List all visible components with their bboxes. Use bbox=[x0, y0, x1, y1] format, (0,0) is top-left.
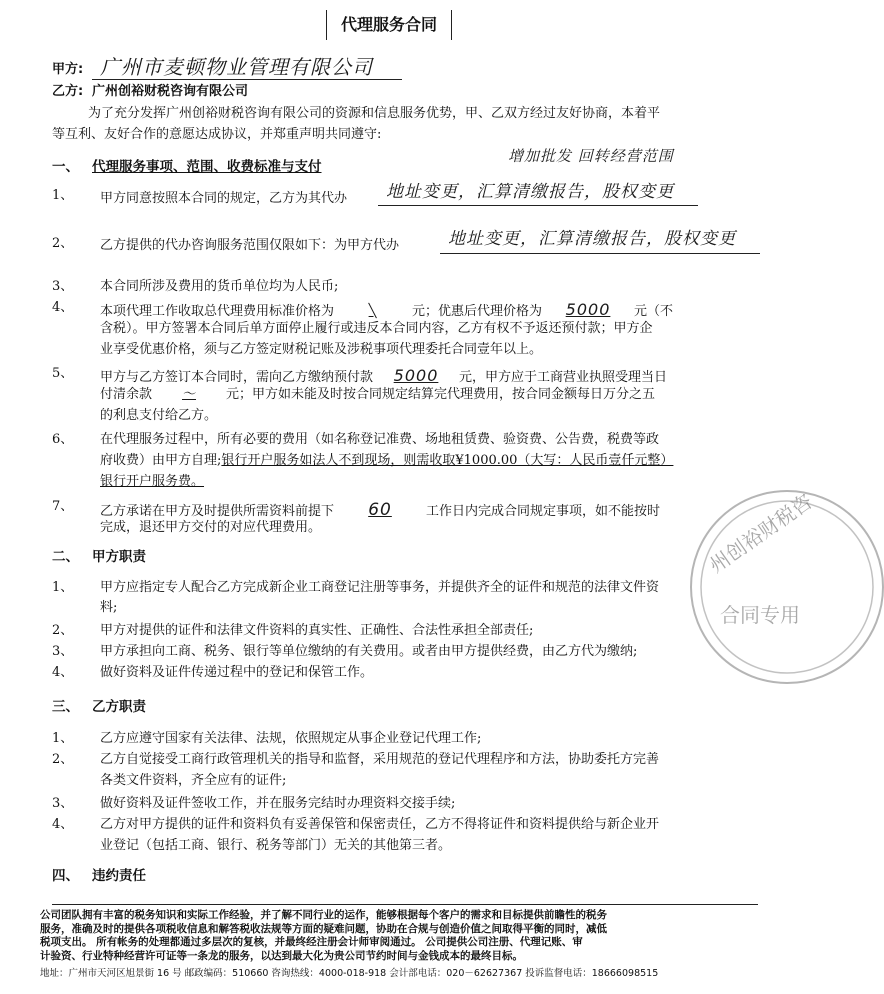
intro-line-2: 等互利、友好合作的意愿达成协议，并郑重声明共同遵守: bbox=[52, 127, 382, 142]
s1-item-4-blank-total: ╲ bbox=[368, 304, 378, 319]
contract-title: 代理服务合同 bbox=[326, 10, 452, 40]
party-a-label: 甲方: bbox=[52, 62, 84, 77]
party-b-label: 乙方: bbox=[52, 84, 84, 99]
s1-item-7-blank-days: 60 bbox=[368, 500, 392, 520]
s1-item-7-number: 7、 bbox=[52, 499, 74, 514]
company-seal-stamp bbox=[690, 490, 884, 684]
s1-item-1-text: 甲方同意按照本合同的规定，乙方为其代办 bbox=[100, 191, 348, 206]
s3-item-2-line-2: 各类文件资料，齐全应有的证件; bbox=[100, 773, 287, 788]
seal-graphic-icon bbox=[692, 489, 882, 682]
s3-item-4-line-1: 乙方对甲方提供的证件和资料负有妥善保管和保密责任，乙方不得将证件和资料提供给与新企业开 bbox=[100, 817, 660, 832]
s1-item-7-text-b: 工作日内完成合同规定事项，如不能按时 bbox=[426, 504, 661, 519]
s3-item-3-text: 做好资料及证件签收工作，并在服务完结时办理资料交接手续; bbox=[100, 796, 456, 811]
party-a-name-handwritten: 广州市麦顿物业管理有限公司 bbox=[100, 55, 373, 79]
s1-item-5-text-a: 甲方与乙方签订本合同时，需向乙方缴纳预付款 bbox=[100, 370, 374, 385]
s1-item-4-text-b: 元；优惠后代理价格为 bbox=[412, 304, 543, 319]
s1-item-3-number: 3、 bbox=[52, 279, 74, 294]
s1-item-7-text-a: 乙方承诺在甲方及时提供所需资料前提下 bbox=[100, 504, 335, 519]
s1-item-5-text-d: 元；甲方如未能及时按合同规定结算完代理费用，按合同金额每日万分之五 bbox=[226, 387, 656, 402]
footer-line-2: 服务，准确及时的提供各项税收信息和解答税收法规等方面的疑难问题，协助在合规与创造价值之间取得平衡的同时，减低 bbox=[40, 922, 607, 935]
s1-item-2-underline bbox=[440, 253, 760, 254]
s1-item-6-number: 6、 bbox=[52, 432, 74, 447]
s3-item-4-line-2: 业登记（包括工商、银行、税务等部门）无关的其他第三者。 bbox=[100, 838, 452, 853]
party-b-name: 广州创裕财税咨询有限公司 bbox=[92, 84, 249, 99]
s1-item-3-text: 本合同所涉及费用的货币单位均为人民币; bbox=[100, 279, 339, 294]
s1-item-4-number: 4、 bbox=[52, 300, 74, 315]
s1-item-5-blank-prepay: 5000 bbox=[393, 366, 439, 385]
s1-item-2-text: 乙方提供的代办咨询服务范围仅限如下：为甲方代办 bbox=[100, 238, 400, 253]
s1-item-1-number: 1、 bbox=[52, 188, 74, 203]
svg-text:州创裕财税咨: 州创裕财税咨 bbox=[704, 489, 817, 578]
s2-item-1-line-1: 甲方应指定专人配合乙方完成新企业工商登记注册等事务，并提供齐全的证件和规范的法律文件资 bbox=[100, 580, 660, 595]
s1-item-5-text-c: 付清余款 bbox=[100, 387, 153, 402]
s1-item-1-handwritten: 地址变更，汇算清缴报告，股权变更 bbox=[386, 182, 674, 202]
party-a-underline bbox=[92, 79, 402, 80]
section-4-title: 违约责任 bbox=[92, 868, 146, 884]
s1-item-2-handwritten: 地址变更，汇算清缴报告，股权变更 bbox=[448, 229, 736, 249]
s1-item-6-text-a: 府收费）由甲方自理; bbox=[100, 453, 222, 468]
s1-item-5-number: 5、 bbox=[52, 366, 74, 381]
section-3-number: 三、 bbox=[52, 699, 79, 715]
section-1-heading bbox=[52, 157, 322, 178]
s1-item-6-line-2 bbox=[100, 451, 673, 471]
section-2-heading bbox=[52, 547, 146, 568]
s2-item-2-number: 2、 bbox=[52, 623, 74, 638]
s3-item-2-number: 2、 bbox=[52, 752, 74, 767]
intro-line-1: 为了充分发挥广州创裕财税咨询有限公司的资源和信息服务优势，甲、乙双方经过友好协商，本着平 bbox=[88, 106, 661, 121]
s1-item-1-underline bbox=[378, 205, 698, 206]
s2-item-3-number: 3、 bbox=[52, 644, 74, 659]
s3-item-1-number: 1、 bbox=[52, 731, 74, 746]
s1-item-4-text-c: 元（不 bbox=[634, 304, 674, 319]
s1-item-4-line-2: 含税）。甲方签署本合同后单方面停止履行或违反本合同内容，乙方有权不予返还预付款；甲方企 bbox=[100, 321, 653, 336]
footer-address: 地址：广州市天河区旭景街 16 号 邮政编码：510660 咨询热线：4000-018-918 会计部电话：020－62627367 投诉监督电话：18666098515 bbox=[40, 968, 659, 979]
s1-item-6-bank-fee-text: 银行开户服务如法人不到现场，则需收取¥1000.00（大写：人民币壹仟元整） bbox=[221, 453, 674, 468]
s2-item-4-text: 做好资料及证件传递过程中的登记和保管工作。 bbox=[100, 665, 374, 680]
section-3-heading bbox=[52, 697, 146, 718]
s1-item-6-line-3: 银行开户服务费。 bbox=[100, 474, 205, 489]
section-1-number: 一、 bbox=[52, 159, 79, 175]
handwritten-note: 增加批发 回转经营范围 bbox=[508, 147, 674, 165]
s3-item-2-line-1: 乙方自觉接受工商行政管理机关的指导和监督，采用规范的登记代理程序和方法，协助委托方完善 bbox=[100, 752, 660, 767]
s1-item-6-line-1: 在代理服务过程中，所有必要的费用（如名称登记准费、场地租赁费、验资费、公告费，税费等政 bbox=[100, 432, 660, 447]
section-3-title: 乙方职责 bbox=[92, 699, 146, 715]
footer-line-3: 税项支出。 所有帐务的处理都通过多层次的复核，并最终经注册会计师审阅通过。 公司提供公司注册、代理记账、审 bbox=[40, 936, 583, 949]
section-1-title: 代理服务事项、范围、收费标准与支付 bbox=[92, 159, 322, 175]
footer-line-4: 计验资、行业特种经营许可证等一条龙的服务，以达到最大化为贵公司节约时间与金钱成本的最终目标。 bbox=[40, 949, 523, 962]
s3-item-1-text: 乙方应遵守国家有关法律、法规，依照规定从事企业登记代理工作; bbox=[100, 731, 482, 746]
section-4-heading bbox=[52, 866, 146, 887]
s1-item-5-line-3: 的利息支付给乙方。 bbox=[100, 408, 218, 423]
s2-item-3-text: 甲方承担向工商、税务、银行等单位缴纳的有关费用。或者由甲方提供经费，由乙方代为缴纳; bbox=[100, 644, 638, 659]
s1-item-7-line-2: 完成，退还甲方交付的对应代理费用。 bbox=[100, 520, 322, 535]
s1-item-4-blank-discount: 5000 bbox=[565, 300, 611, 319]
section-2-number: 二、 bbox=[52, 549, 79, 565]
s1-item-5-text-b: 元，甲方应于工商营业执照受理当日 bbox=[459, 370, 668, 385]
s1-item-5-line-2 bbox=[100, 385, 655, 405]
section-4-number: 四、 bbox=[52, 868, 79, 884]
s2-item-4-number: 4、 bbox=[52, 665, 74, 680]
s3-item-4-number: 4、 bbox=[52, 817, 74, 832]
section-2-title: 甲方职责 bbox=[92, 549, 146, 565]
s1-item-4-text-a: 本项代理工作收取总代理费用标准价格为 bbox=[100, 304, 335, 319]
s2-item-1-number: 1、 bbox=[52, 580, 74, 595]
footer-description bbox=[40, 909, 760, 964]
s1-item-5-blank-balance: ～ bbox=[182, 387, 197, 402]
footer-divider bbox=[52, 904, 758, 905]
s2-item-2-text: 甲方对提供的证件和法律文件资料的真实性、正确性、合法性承担全部责任; bbox=[100, 623, 534, 638]
s1-item-2-number: 2、 bbox=[52, 236, 74, 251]
s1-item-4-line-3: 业享受优惠价格，须与乙方签定财税记账及涉税事项代理委托合同壹年以上。 bbox=[100, 342, 543, 357]
footer-line-1: 公司团队拥有丰富的税务知识和实际工作经验，并了解不同行业的运作，能够根据每个客户的需求和目标提供前瞻性的税务 bbox=[40, 909, 607, 921]
s3-item-3-number: 3、 bbox=[52, 796, 74, 811]
svg-text:合同专用: 合同专用 bbox=[720, 603, 800, 627]
s2-item-1-line-2: 料; bbox=[100, 600, 118, 615]
